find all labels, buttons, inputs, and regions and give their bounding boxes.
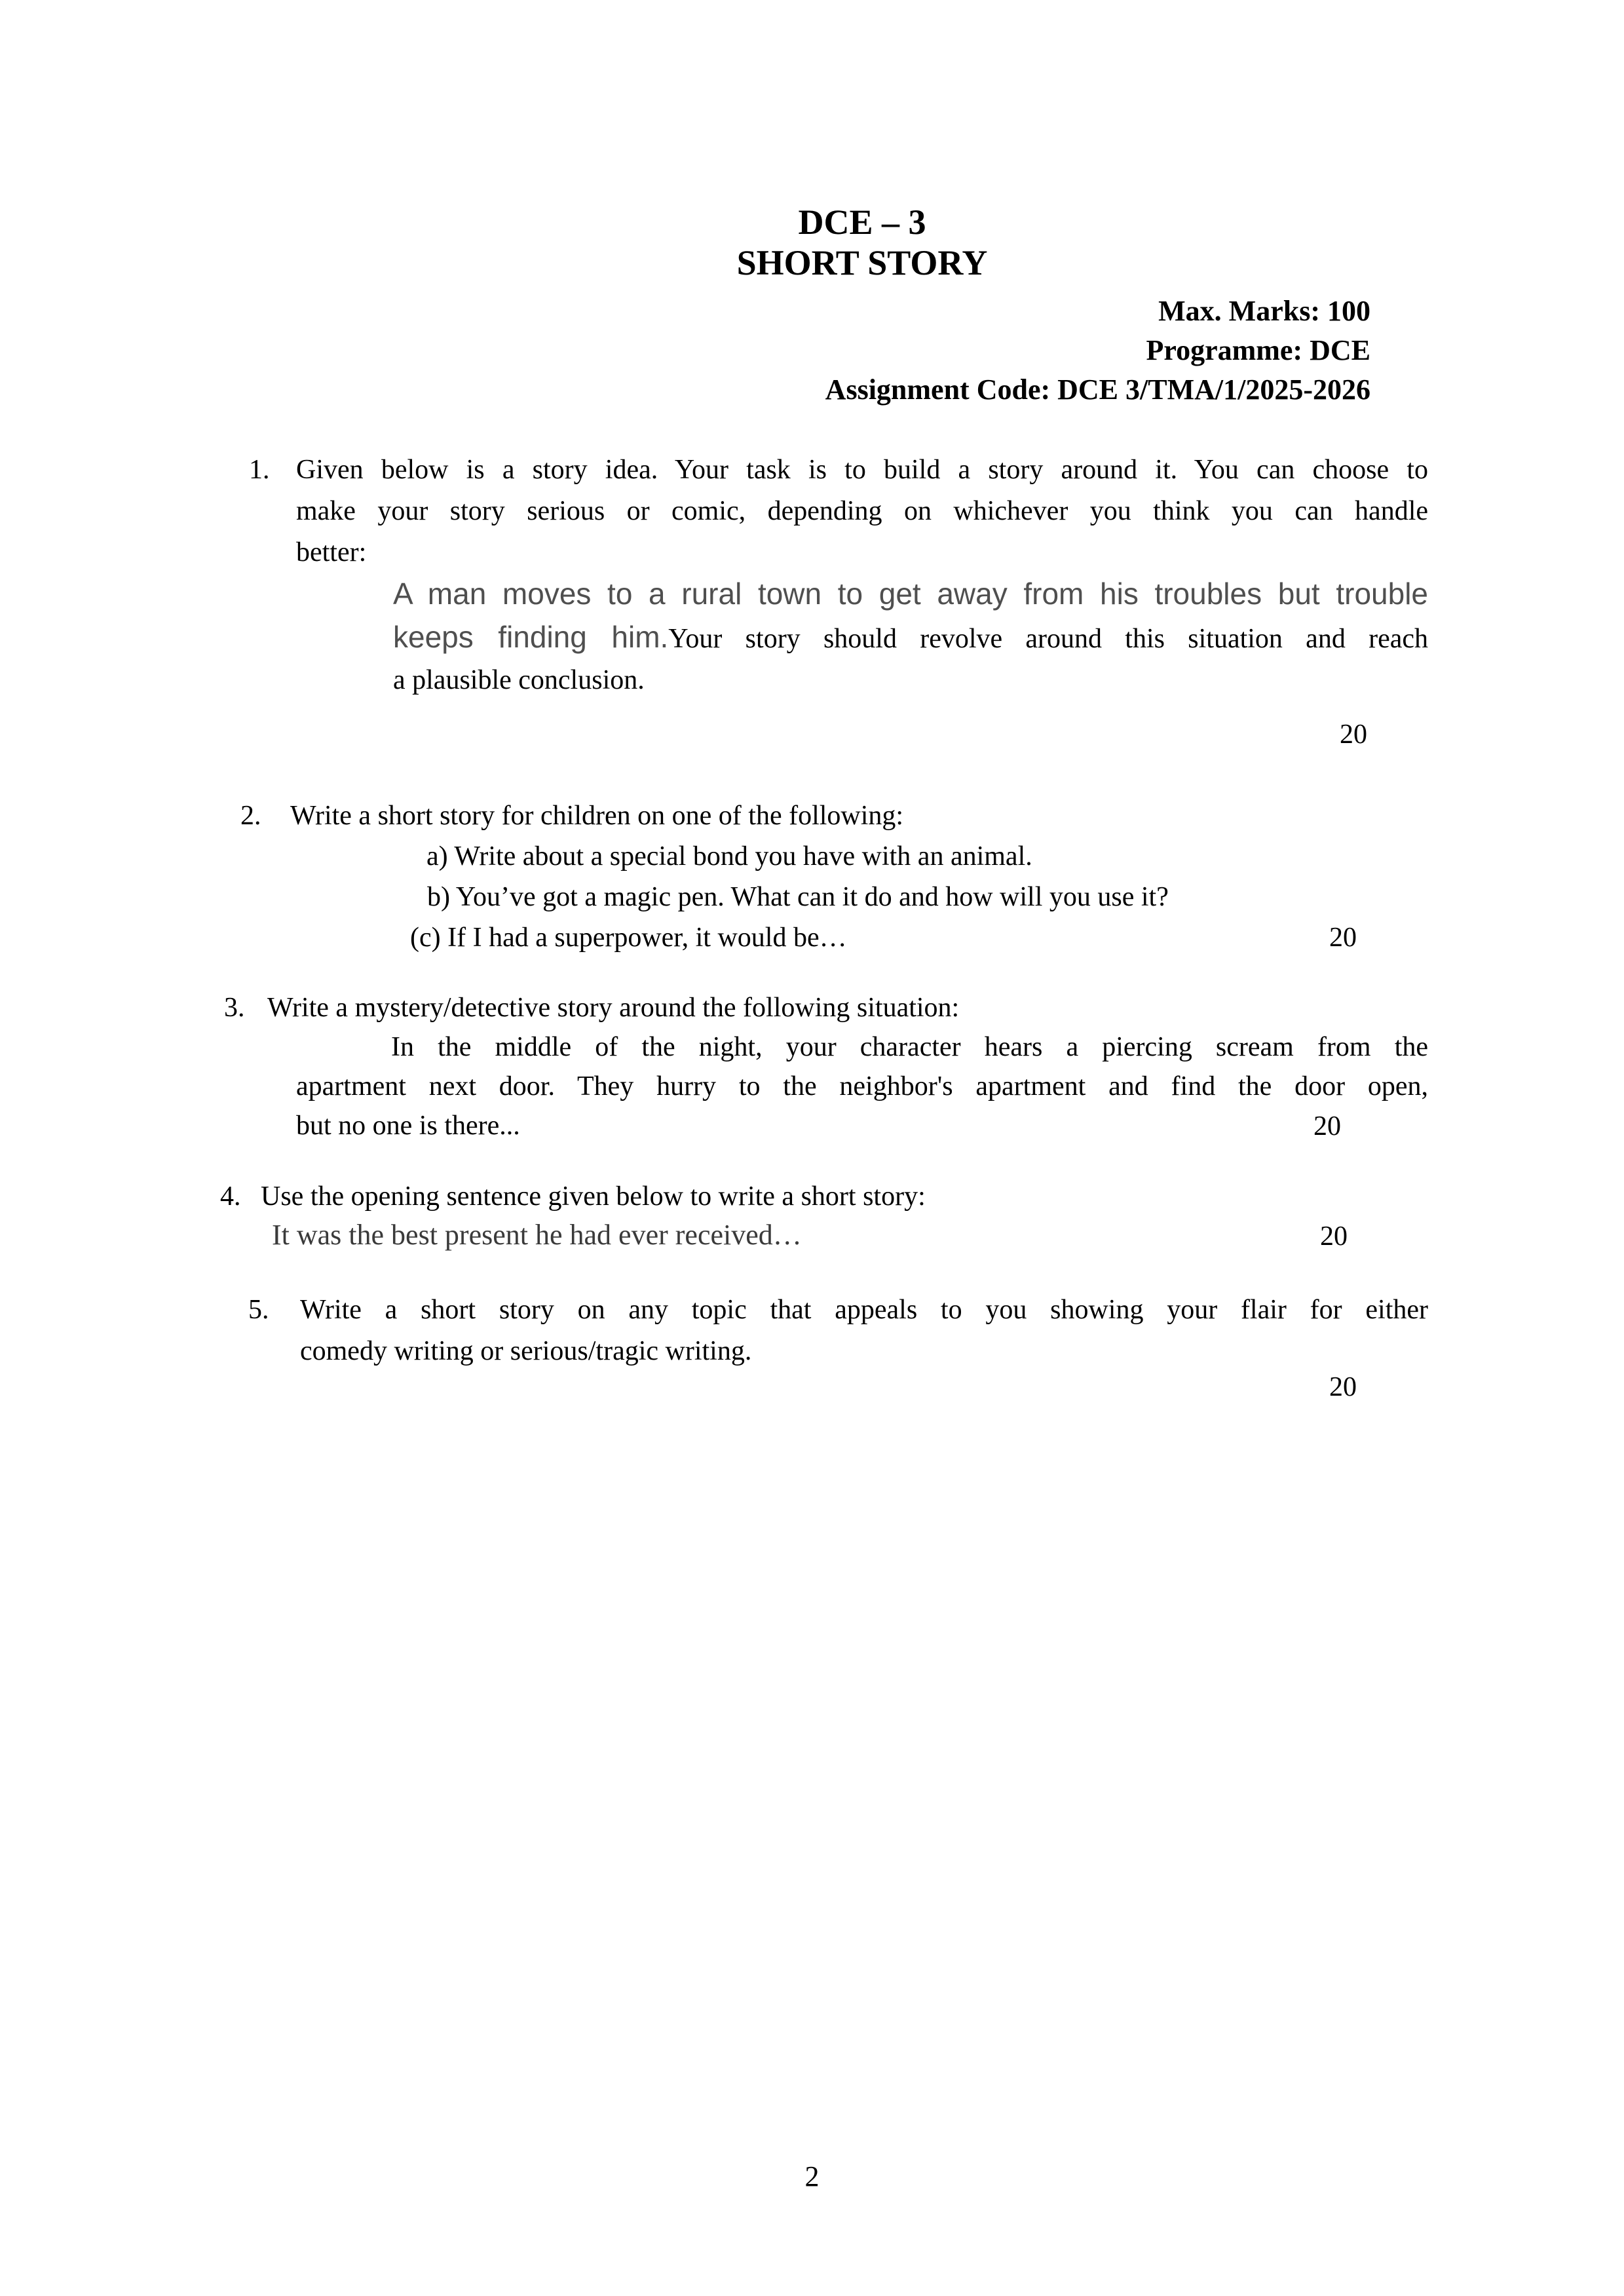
- header-info-block: [825, 292, 1370, 410]
- paper-title: SHORT STORY: [736, 243, 988, 282]
- story-idea-line: [393, 617, 1428, 660]
- marks-q2: 20: [1329, 923, 1357, 953]
- question-1-line: make your story serious or comic, depending on whichever you think you can handle: [296, 496, 1428, 526]
- title-block: [296, 202, 1428, 283]
- assignment-code: Assignment Code: DCE 3/TMA/1/2025-2026: [825, 373, 1370, 406]
- question-2-option-c: (c) If I had a superpower, it would be…: [410, 923, 847, 953]
- question-2-number: 2.: [240, 801, 261, 831]
- situation-line: apartment next door. They hurry to the neighbor's apartment and find the door open,: [296, 1071, 1428, 1101]
- question-1-line: Given below is a story idea. Your task is to build a story around it. You can choose to: [296, 455, 1428, 485]
- page-number: 2: [804, 2160, 820, 2192]
- question-5-line: comedy writing or serious/tragic writing.: [300, 1336, 752, 1366]
- question-2-text: Write a short story for children on one of the following:: [290, 801, 904, 831]
- question-2-option-b: b) You’ve got a magic pen. What can it do and how will you use it?: [427, 882, 1169, 912]
- question-4-opening-sentence: It was the best present he had ever received…: [272, 1219, 802, 1251]
- max-marks: Max. Marks: 100: [1158, 295, 1370, 327]
- marks-q3: 20: [1313, 1111, 1341, 1141]
- question-1-number: 1.: [249, 455, 270, 485]
- question-5-text: [300, 1290, 1428, 1372]
- question-4-text: Use the opening sentence given below to write a short story:: [261, 1181, 926, 1212]
- question-1-text: [296, 450, 1428, 573]
- question-5-line: Write a short story on any topic that appeals to you showing your flair for either: [300, 1295, 1428, 1325]
- marks-q5: 20: [1329, 1372, 1357, 1402]
- question-3-situation: [296, 1027, 1428, 1145]
- situation-line: but no one is there...: [296, 1111, 520, 1141]
- story-idea-line: [393, 660, 1428, 701]
- story-idea-line: [393, 573, 1428, 617]
- question-3-text: Write a mystery/detective story around the following situation:: [267, 993, 960, 1023]
- story-idea-serif-text: Your story should revolve around this situation and reach: [668, 624, 1429, 654]
- story-idea-serif-text: a plausible conclusion.: [393, 665, 645, 695]
- question-4-number: 4.: [220, 1181, 241, 1212]
- story-idea-sans-text: keeps finding him.: [393, 620, 669, 654]
- marks-q4: 20: [1320, 1221, 1348, 1252]
- situation-line: In the middle of the night, your character hears a piercing scream from the: [391, 1032, 1428, 1062]
- story-idea-block: [393, 573, 1428, 701]
- course-code-title: DCE – 3: [798, 202, 926, 242]
- question-2-option-a: a) Write about a special bond you have with an animal.: [426, 841, 1032, 871]
- question-1-line: better:: [296, 537, 367, 567]
- story-idea-sans-text: A man moves to a rural town to get away from his troubles but trouble: [393, 577, 1428, 611]
- question-5-number: 5.: [248, 1295, 269, 1325]
- question-3-number: 3.: [224, 993, 245, 1023]
- marks-q1: 20: [1340, 719, 1367, 750]
- programme: Programme: DCE: [1146, 334, 1370, 366]
